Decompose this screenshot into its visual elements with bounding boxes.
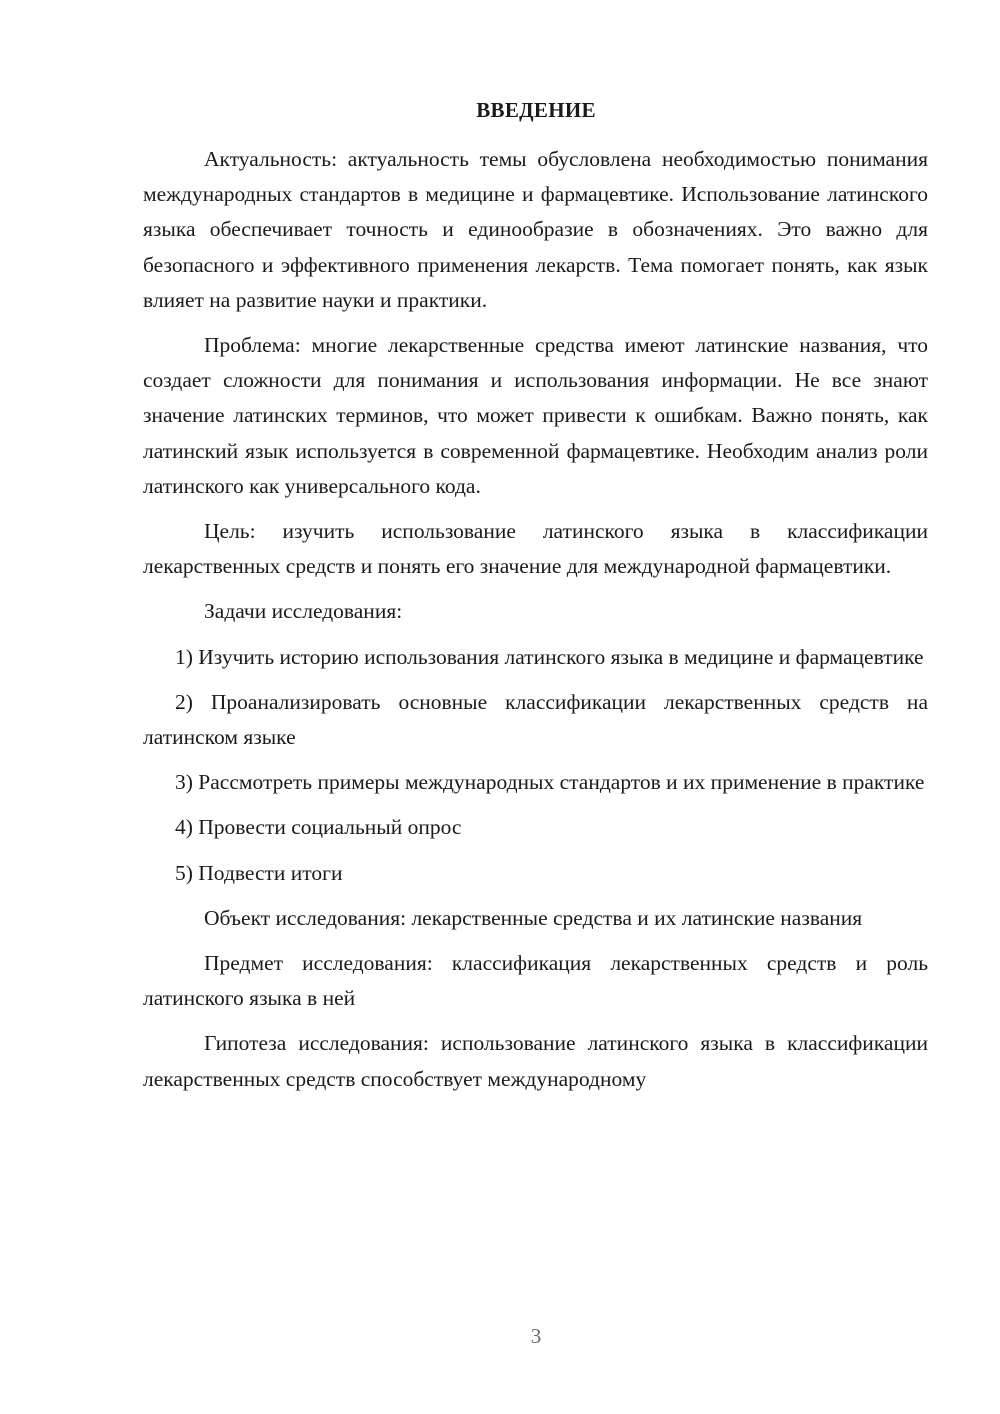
tasks-title: Задачи исследования: [204, 599, 403, 624]
relevance-paragraph: Актуальность: актуальность темы обусловлена необходимостью понимания международных стандартов в медицине и фармацевтике. Использование латинского языка обеспечивает точность и единообразие в обозначениях. Это важно для безопасного и эффективного применения лекарств. Тема помогает понять, как язык влияет на развитие науки и практики. [143, 147, 928, 312]
subject-paragraph: Предмет исследования: классификация лекарственных средств и роль латинского языка в ней [143, 951, 928, 1011]
task-item: 1) Изучить историю использования латинского языка в медицине и фармацевтике [175, 644, 924, 669]
task-item: 3) Рассмотреть примеры международных стандартов и их применение в практике [175, 770, 925, 795]
object-paragraph: Объект исследования: лекарственные средства и их латинские названия [204, 905, 863, 930]
hypothesis-paragraph: Гипотеза исследования: использование латинского языка в классификации лекарственных средств способствует международному [143, 1031, 928, 1091]
task-item: 4) Провести социальный опрос [175, 815, 462, 840]
goal-paragraph: Цель: изучить использование латинского языка в классификации лекарственных средств и понять его значение для международной фармацевтики. [143, 519, 928, 579]
body-text [143, 142, 928, 1107]
page-title: ВВЕДЕНИЕ [476, 98, 596, 122]
page-number: 3 [530, 1324, 542, 1348]
problem-paragraph: Проблема: многие лекарственные средства имеют латинские названия, что создает сложности для понимания и использования информации. Не все знают значение латинских терминов, что может привести к ошибкам. Важно понять, как латинский язык используется в современной фармацевтике. Необходим анализ роли латинского как универсального кода. [143, 333, 928, 498]
task-item: 2) Проанализировать основные классификации лекарственных средств на латинском языке [143, 689, 928, 750]
task-item: 5) Подвести итоги [175, 860, 343, 885]
